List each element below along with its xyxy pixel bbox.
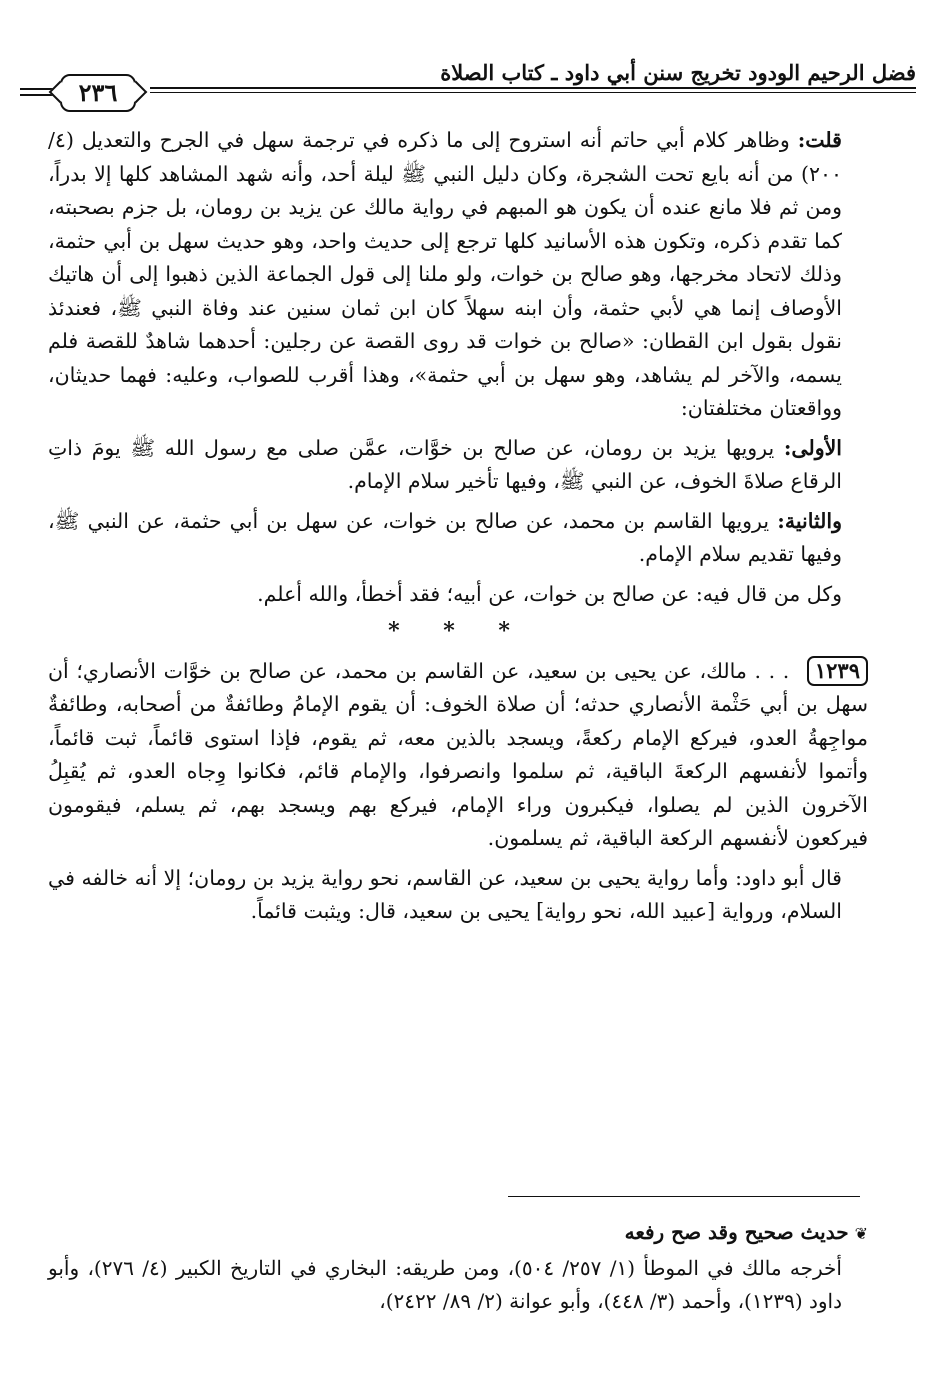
hadith-body: . . . مالك، عن يحيى بن سعيد، عن القاسم بن محمد، عن صالح بن خوَّات الأنصاري؛ أن سهل بن أبي حَثْمة الأنصاري حدثه؛ أن صلاة الخوف: أن يقوم الإمامُ وطائفةٌ من أصحابه، وطائفةٌ مواجِهةُ العدو، فيركع الإمام ركعةً، ويسجد بالذين معه، ثم يقوم، فإذا استوى قائماً، ثبت قائماً، وأتموا لأنفسهم الركعةَ الباقية، ثم سلموا وانصرفوا، والإمام قائم، فكانوا وِجاه العدو، ثم يُقبِلُ الآخرون الذين لم يصلوا، فيكبرون وراء الإمام، فيركع بهم ويسجد بهم، ثم يسلم، فيقومون فيركعون لأنفسهم الركعة الباقية، ثم يسلمون. [48,658,868,850]
footnote-text: أخرجه مالك في الموطأ (١/ ٢٥٧/ ٥٠٤)، ومن طريقه: البخاري في التاريخ الكبير (٤/ ٢٧٦)، وأبو داود (١٢٣٩)، وأحمد (٣/ ٤٤٨)، وأبو عوانة (٢/ ٨٩/ ٢٤٢٢)، [48,1256,842,1313]
running-header [20,52,916,107]
paragraph-lead: والثانية: [777,508,842,533]
hadith-number-badge: ١٢٣٩ [807,656,868,686]
running-title: فضل الرحيم الودود تخريج سنن أبي داود ـ كتاب الصلاة [440,60,916,85]
paragraph-commentary [48,124,868,426]
paragraph-abu-dawud: قال أبو داود: وأما رواية يحيى بن سعيد، عن القاسم، نحو رواية يزيد بن رومان؛ إلا أنه خالفه في السلام، ورواية [عبيد الله، نحو رواية] يحيى بن سعيد، قال: ويثبت قائماً. [48,865,842,923]
footnote-separator [508,1196,860,1197]
paragraph-lead: الأولى: [783,435,842,460]
paragraph-body: يرويها القاسم بن محمد، عن صالح بن خوات، عن سهل بن أبي حثمة، عن النبي ﷺ، وفيها تقديم سلام الإمام. [48,508,842,566]
header-ornament-line [20,88,54,90]
header-ornament-line [20,94,54,96]
page-number: ٢٣٦ [60,74,136,112]
footnote [48,1216,868,1318]
footnote-grade-line [48,1216,868,1250]
header-rule [20,87,916,89]
paragraph-second-narration [48,505,868,572]
section-divider-stars: * * * [388,618,528,644]
page-number-frame [20,72,150,122]
main-text [48,124,868,929]
hadith-grade: حديث صحيح وقد صح رفعه [624,1220,849,1244]
paragraph-body: وظاهر كلام أبي حاتم أنه استروح إلى ما ذكره في ترجمة سهل في الجرح والتعديل (٤/ ٢٠٠) من أنه بايع تحت الشجرة، وكان دليل النبي ﷺ ليلة أحد، وأنه شهد المشاهد كلها إلا بدراً، ومن ثم فلا مانع عنده أن يكون هو المبهم في رواية مالك عن يزيد بن رومان، بل جزم بصحبته، كما تقدم ذكره، وتكون هذه الأسانيد كلها ترجع إلى حديث واحد، وهو حديث سهل بن أبي حثمة، وذلك لاتحاد مخرجها، وهو صالح بن خوات، ولو ملنا إلى قول الجماعة الذين ذهبوا إلى أن هاتيك الأوصاف إنما هي لأبي حثمة، وأن ابنه سهلاً كان ابن ثمان سنين عند وفاة النبي ﷺ، فعندئذ نقول بقول ابن القطان: «صالح بن خوات قد روى القصة عن رجلين: أحدهما شاهدٌ للقصة فلم يسمه، والآخر لم يشاهد، وهو سهل بن أبي حثمة»، وهذا أقرب للصواب، وعليه: فهما حديثان، وواقعتان مختلفتان: [48,128,842,420]
paragraph-body: يرويها يزيد بن رومان، عن صالح بن خوَّات، عمَّن صلى مع رسول الله ﷺ يومَ ذاتِ الرقاع صلاةَ الخوف، عن النبي ﷺ، وفيها تأخير سلام الإمام. [48,435,842,493]
paragraph-first-narration [48,432,868,499]
header-rule-thin [20,92,916,93]
hadith-paragraph [48,655,868,856]
grade-ornament-icon: ❦ [854,1224,868,1243]
paragraph-lead: قلت: [797,128,842,152]
paragraph-conclusion: وكل من قال فيه: عن صالح بن خوات، عن أبيه؛ فقد أخطأ، والله أعلم. [257,581,842,606]
